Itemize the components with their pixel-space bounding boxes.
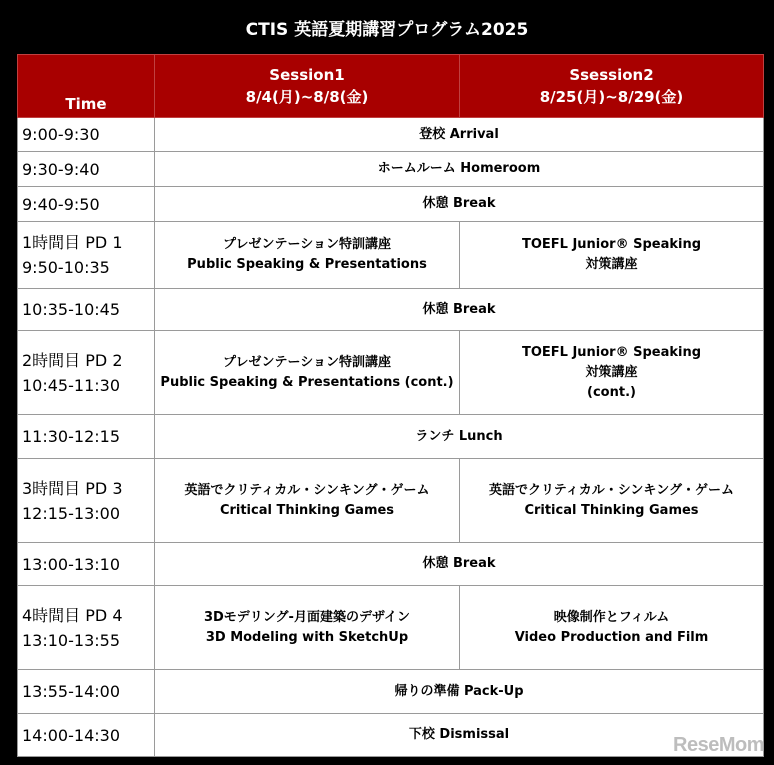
- activity-text: Public Speaking & Presentations (cont.): [160, 374, 454, 390]
- header-row: [18, 55, 764, 118]
- activity-text: プレゼンテーション特訓講座: [223, 237, 391, 252]
- session2-activity: [460, 331, 764, 415]
- time-cell: [18, 459, 155, 543]
- session2-header: [460, 55, 764, 118]
- activity-text: Video Production and Film: [514, 629, 709, 645]
- activity-cell: [155, 670, 764, 714]
- activity-cell: [155, 187, 764, 222]
- time-text: 9:00-9:30: [22, 125, 100, 144]
- schedule-row: [18, 670, 764, 714]
- time-cell: [18, 543, 155, 586]
- time-text: 13:55-14:00: [22, 682, 120, 701]
- session2-activity: [460, 586, 764, 670]
- time-cell: [18, 118, 155, 152]
- time-header: Time: [18, 55, 155, 118]
- time-cell: [18, 187, 155, 222]
- time-text: 10:45-11:30: [22, 375, 120, 395]
- time-cell: [18, 289, 155, 331]
- schedule-row: [18, 289, 764, 331]
- activity-cell: [155, 415, 764, 459]
- activity-text: 休憩 Break: [422, 556, 496, 571]
- session2-activity: [460, 222, 764, 289]
- session1-activity: [155, 459, 460, 543]
- schedule-row: [18, 543, 764, 586]
- activity-text: TOEFL Junior® Speaking: [521, 344, 702, 360]
- time-cell: [18, 586, 155, 670]
- session1-name: Session1: [269, 66, 345, 84]
- time-text: 2時間目 PD 2: [22, 350, 123, 370]
- activity-cell: [155, 118, 764, 152]
- activity-cell: [155, 152, 764, 187]
- activity-cell: [155, 289, 764, 331]
- session2-activity: [460, 459, 764, 543]
- activity-text: Critical Thinking Games: [524, 502, 699, 518]
- session2-dates: 8/25(月)~8/29(金): [539, 88, 684, 106]
- time-text: 10:35-10:45: [22, 300, 120, 319]
- resemom-logo: ReseMom: [673, 734, 764, 756]
- session1-activity: [155, 222, 460, 289]
- session1-header: [155, 55, 460, 118]
- schedule-row: [18, 415, 764, 459]
- activity-text: ホームルーム Homeroom: [377, 161, 541, 176]
- schedule-row: [18, 331, 764, 415]
- activity-text: Public Speaking & Presentations: [187, 257, 427, 272]
- activity-text: 対策講座: [585, 364, 638, 380]
- schedule-row: [18, 222, 764, 289]
- time-cell: [18, 331, 155, 415]
- activity-text: (cont.): [587, 384, 636, 400]
- session1-activity: [155, 586, 460, 670]
- time-text: 9:50-10:35: [22, 258, 110, 277]
- activity-text: 帰りの準備 Pack-Up: [394, 683, 524, 699]
- time-text: 1時間目 PD 1: [22, 233, 123, 252]
- activity-text: 登校 Arrival: [419, 126, 499, 142]
- time-cell: [18, 714, 155, 757]
- time-text: 12:15-13:00: [22, 503, 120, 523]
- activity-text: プレゼンテーション特訓講座: [223, 354, 391, 370]
- time-text: 9:40-9:50: [22, 194, 100, 214]
- time-text: 3時間目 PD 3: [22, 478, 123, 498]
- activity-text: 3Dモデリング-月面建築のデザイン: [203, 609, 411, 625]
- session1-dates: 8/4(月)~8/8(金): [245, 88, 369, 106]
- activity-text: 3D Modeling with SketchUp: [205, 629, 409, 645]
- activity-text: 英語でクリティカル・シンキング・ゲーム: [489, 482, 734, 498]
- time-cell: [18, 415, 155, 459]
- time-text: 9:30-9:40: [22, 159, 100, 179]
- schedule-row: [18, 586, 764, 670]
- time-text: 14:00-14:30: [22, 725, 120, 745]
- schedule-row: [18, 459, 764, 543]
- activity-text: 休憩 Break: [422, 196, 496, 211]
- time-text: 4時間目 PD 4: [22, 605, 123, 625]
- session2-name: Ssession2: [569, 66, 654, 84]
- time-text: 13:10-13:55: [22, 630, 120, 650]
- schedule-row: [18, 118, 764, 152]
- activity-text: 対策講座: [585, 257, 638, 272]
- activity-text: 休憩 Break: [422, 301, 496, 317]
- time-cell: [18, 670, 155, 714]
- activity-text: TOEFL Junior® Speaking: [521, 237, 702, 252]
- activity-text: Critical Thinking Games: [219, 502, 395, 518]
- activity-text: 英語でクリティカル・シンキング・ゲーム: [184, 482, 430, 498]
- time-text: 11:30-12:15: [22, 427, 120, 446]
- session1-activity: [155, 331, 460, 415]
- time-cell: [18, 222, 155, 289]
- schedule-row: [18, 714, 764, 757]
- schedule-row: [18, 152, 764, 187]
- schedule-table: [17, 54, 764, 757]
- activity-text: 下校 Dismissal: [408, 727, 510, 742]
- time-text: 13:00-13:10: [22, 554, 120, 574]
- page-title: CTIS 英語夏期講習プログラム2025: [245, 19, 529, 40]
- schedule-row: [18, 187, 764, 222]
- activity-text: ランチ Lunch: [415, 428, 503, 444]
- activity-cell: [155, 543, 764, 586]
- time-cell: [18, 152, 155, 187]
- activity-text: 映像制作とフィルム: [553, 609, 670, 625]
